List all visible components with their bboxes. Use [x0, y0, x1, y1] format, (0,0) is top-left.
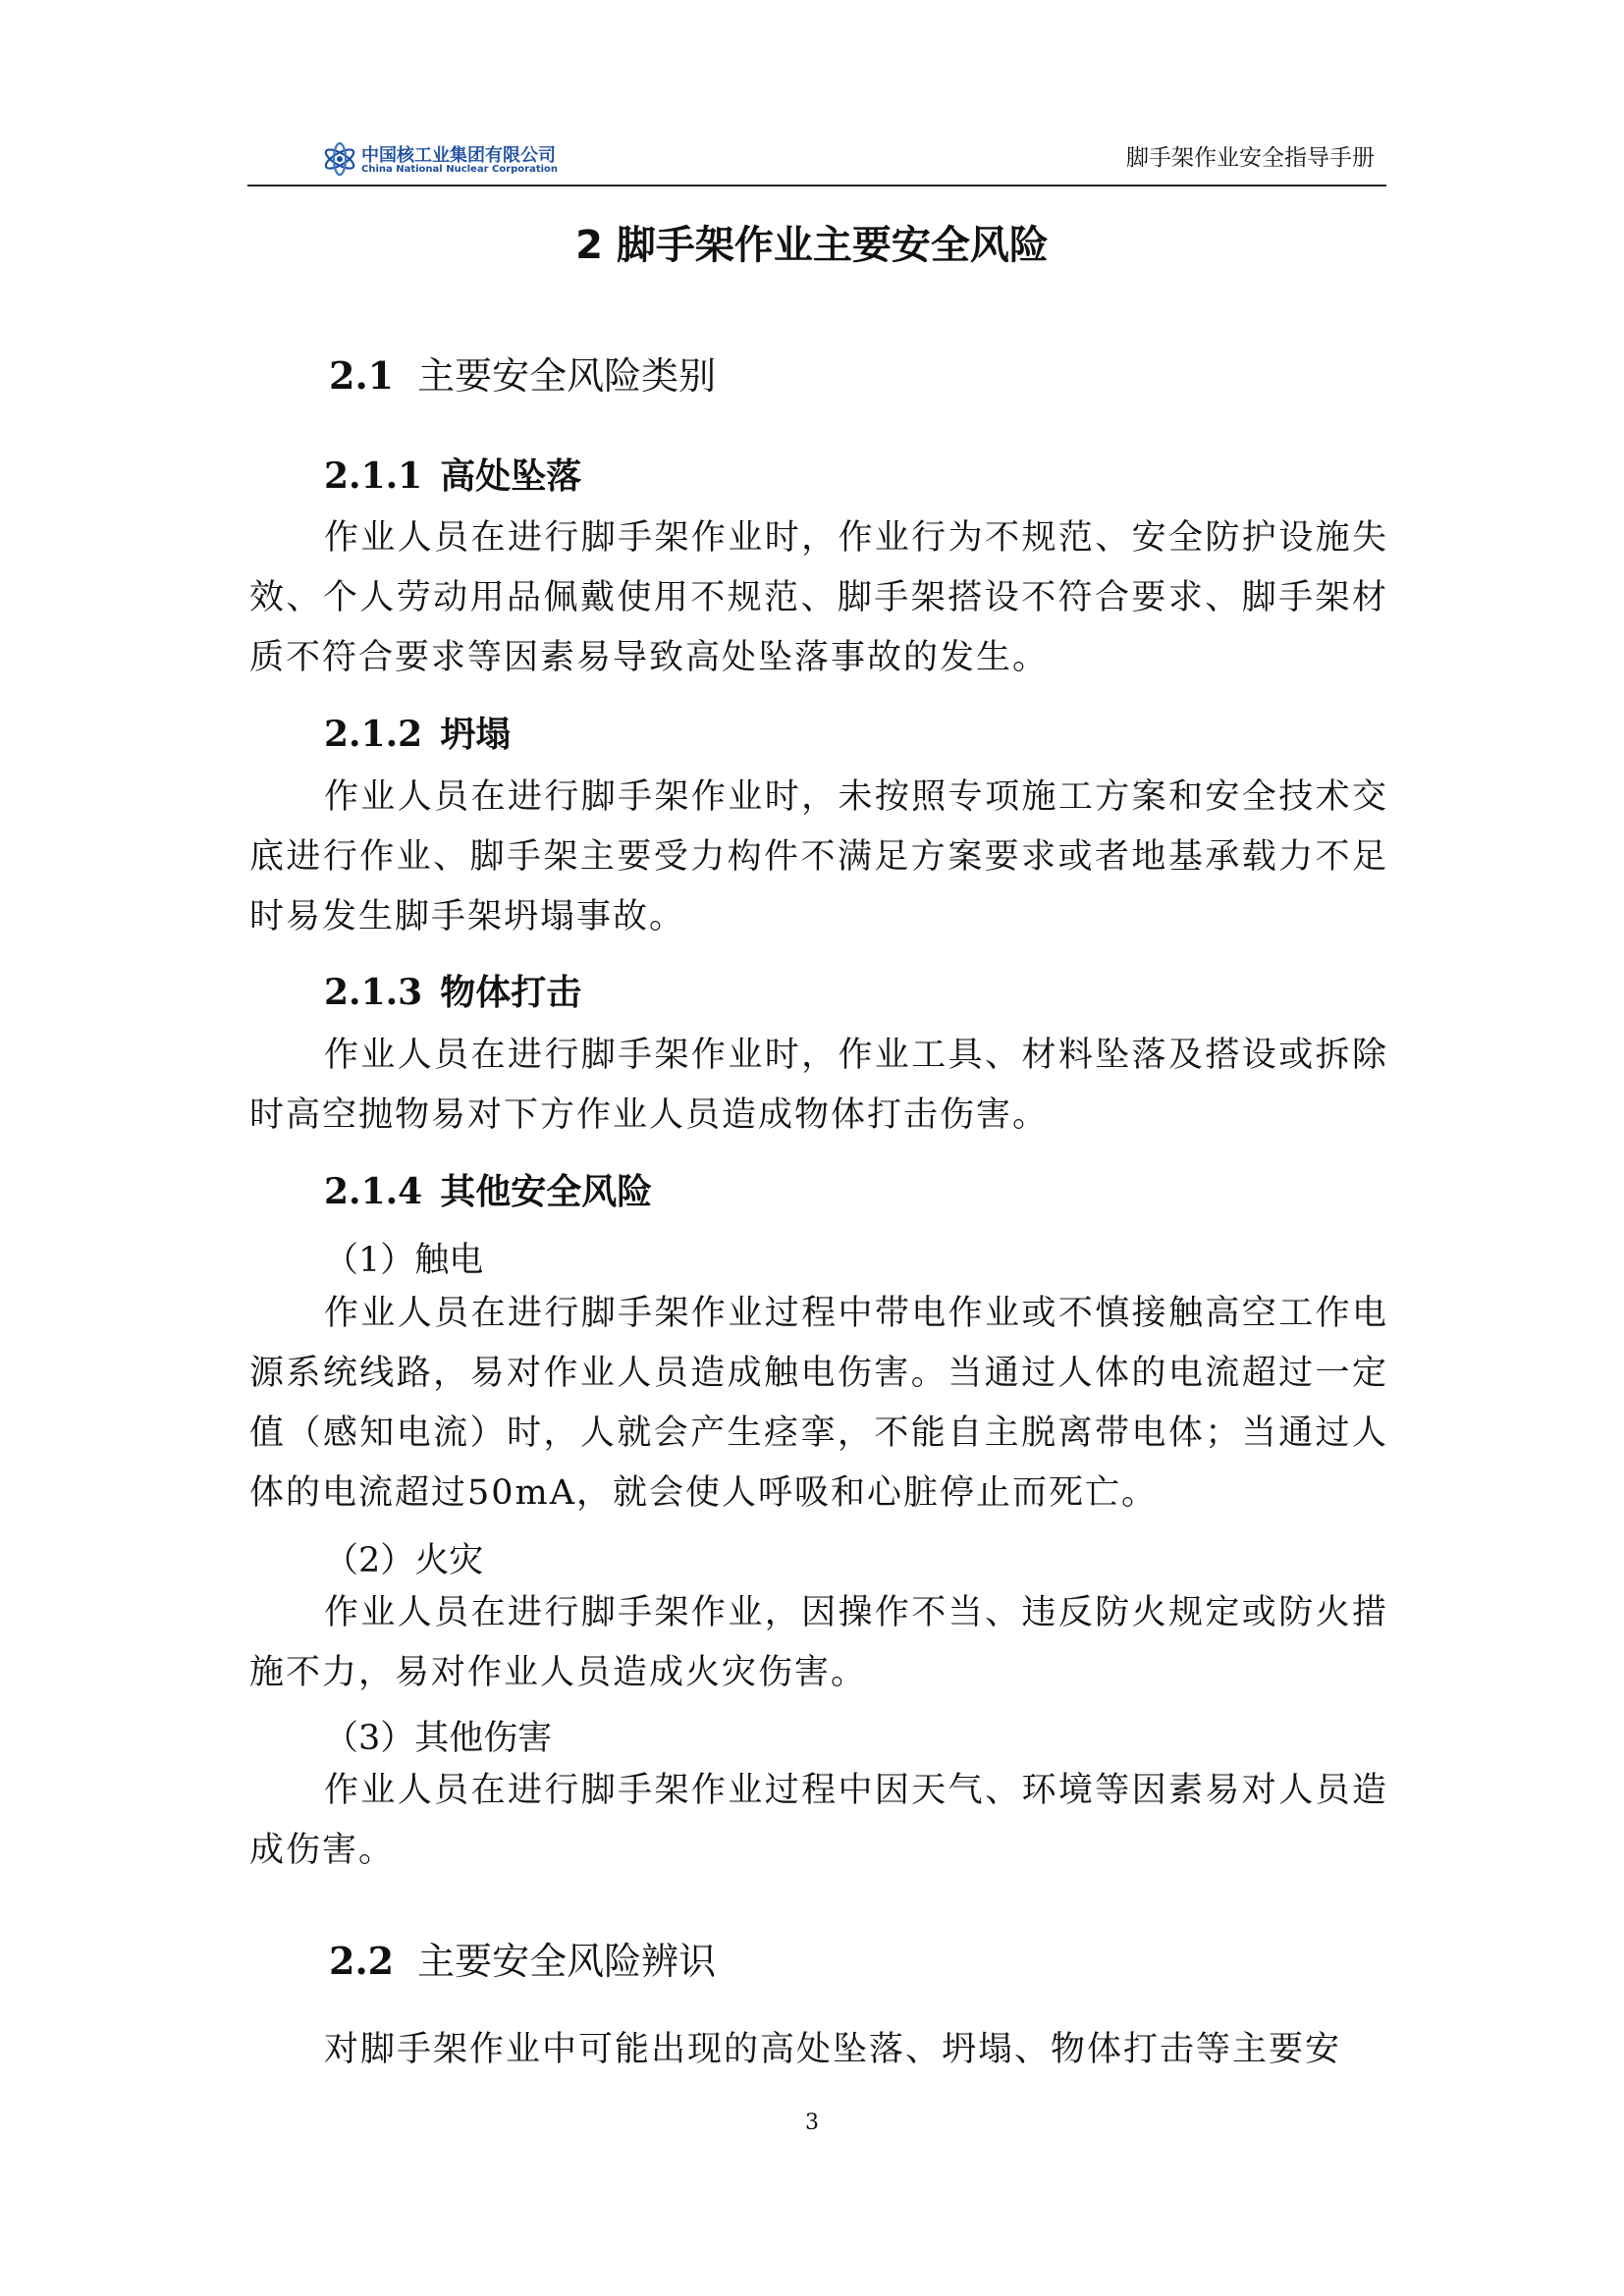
subsection-title: 高处坠落 [440, 456, 582, 497]
subsection-number: 2.1.3 [324, 972, 423, 1013]
subsection-heading-2-1-3 [324, 965, 581, 1015]
paragraph-electric-shock: 作业人员在进行脚手架作业过程中带电作业或不慎接触高空工作电源系统线路，易对作业人员造成触电伤害。当通过人体的电流超过一定值（感知电流）时，人就会产生痉挛，不能自主脱离带电体；当通过人体的电流超过50mA，就会使人呼吸和心脏停止而死亡。 [249, 1294, 1388, 1513]
subsection-title: 坍塌 [440, 715, 512, 755]
list-item-other-injury: （3）其他伤害 [324, 1719, 553, 1758]
atom-icon [322, 141, 357, 177]
page-number: 3 [805, 2110, 819, 2135]
subsection-title: 其他安全风险 [440, 1172, 653, 1212]
paragraph-collapse: 作业人员在进行脚手架作业时，未按照专项施工方案和安全技术交底进行作业、脚手架主要受力构件不满足方案要求或者地基承载力不足时易发生脚手架坍塌事故。 [249, 777, 1388, 936]
subsection-number: 2.1.4 [324, 1171, 423, 1212]
paragraph-object-strike: 作业人员在进行脚手架作业时，作业工具、材料坠落及搭设或拆除时高空抛物易对下方作业人员造成物体打击伤害。 [249, 1036, 1388, 1135]
paragraph-fall-from-height: 作业人员在进行脚手架作业时，作业行为不规范、安全防护设施失效、个人劳动用品佩戴使用不规范、脚手架搭设不符合要求、脚手架材质不符合要求等因素易导致高处坠落事故的发生。 [249, 518, 1388, 677]
document-title: 脚手架作业安全指导手册 [1126, 145, 1375, 171]
subsection-heading-2-1-4 [324, 1164, 652, 1214]
subsection-heading-2-1-1 [324, 449, 581, 499]
list-item-electric-shock: （1）触电 [324, 1241, 484, 1280]
section-number: 2.1 [329, 353, 395, 398]
subsection-title: 物体打击 [440, 973, 582, 1013]
section-title: 主要安全风险辨识 [417, 1940, 717, 1983]
list-item-fire: （2）火灾 [324, 1541, 484, 1580]
paragraph-fire: 作业人员在进行脚手架作业，因操作不当、违反防火规定或防火措施不力，易对作业人员造成火灾伤害。 [249, 1593, 1388, 1692]
chapter-title: 2 脚手架作业主要安全风险 [575, 223, 1049, 268]
paragraph-other-injury: 作业人员在进行脚手架作业过程中因天气、环境等因素易对人员造成伤害。 [249, 1771, 1388, 1870]
section-number: 2.2 [329, 1939, 395, 1983]
subsection-heading-2-1-2 [324, 707, 511, 757]
paragraph-risk-identification: 对脚手架作业中可能出现的高处坠落、坍塌、物体打击等主要安 [324, 2030, 1342, 2069]
logo-chinese-name: 中国核工业集团有限公司 [361, 145, 556, 166]
logo-english-name: China National Nuclear Corporation [361, 164, 559, 175]
section-heading-2-1 [329, 346, 716, 400]
subsection-number: 2.1.2 [324, 714, 423, 755]
page-header [247, 126, 1386, 187]
subsection-number: 2.1.1 [324, 455, 423, 497]
section-heading-2-2 [329, 1931, 716, 1985]
section-title: 主要安全风险类别 [417, 354, 717, 398]
